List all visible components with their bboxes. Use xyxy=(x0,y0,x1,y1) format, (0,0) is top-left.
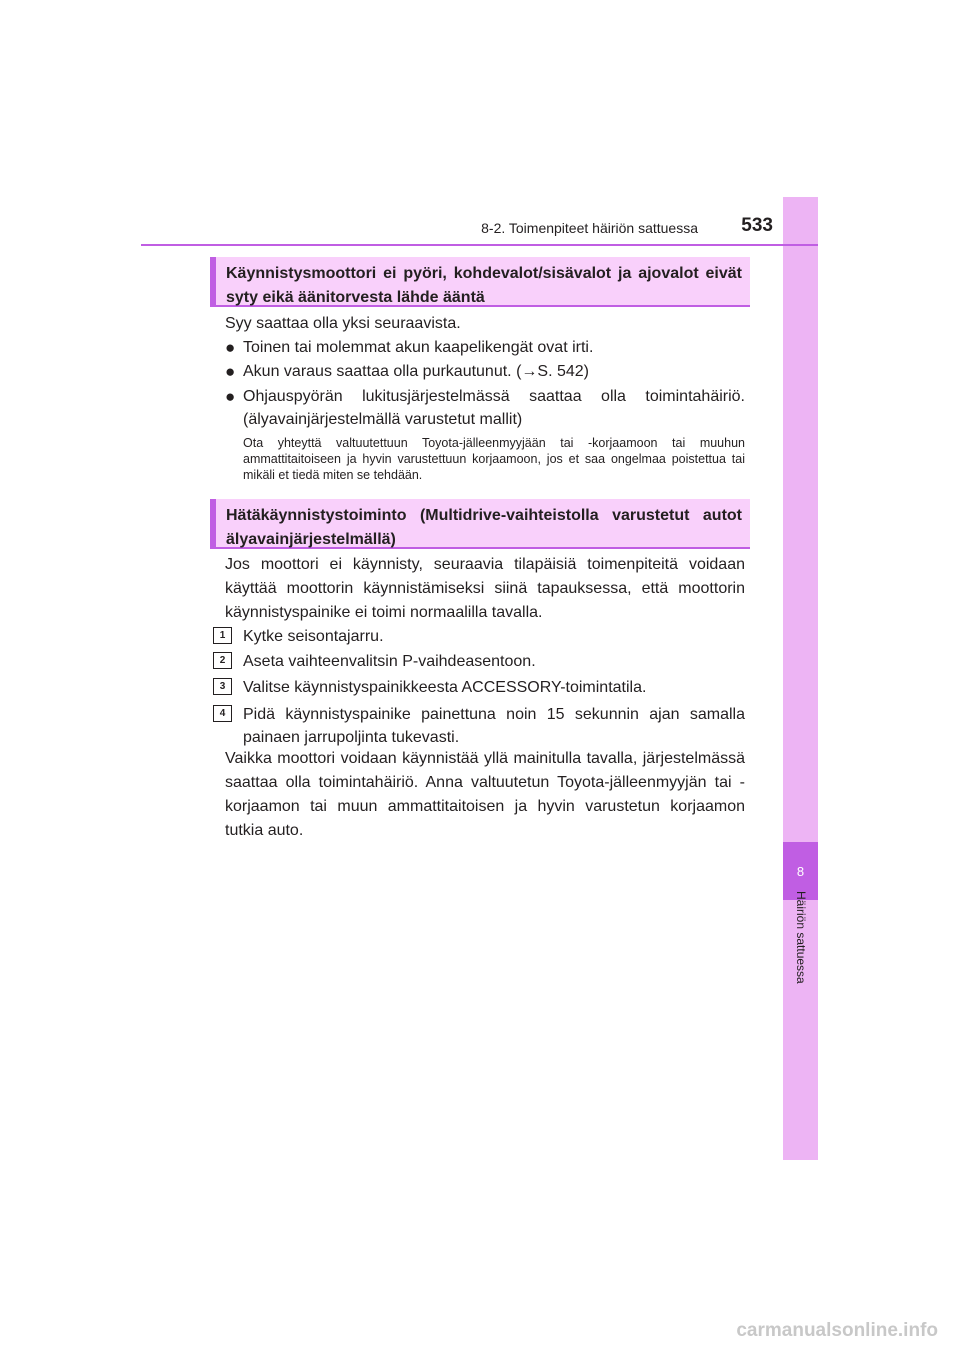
step-text: Kytke seisontajarru. xyxy=(243,628,384,645)
bullet-text: Toinen tai molemmat akun kaapelikengät ovat irti. xyxy=(243,339,594,356)
step-number-badge: 4 xyxy=(213,705,232,722)
step-number-badge: 2 xyxy=(213,652,232,669)
section1-intro: Syy saattaa olla yksi seuraavista. xyxy=(225,315,461,332)
step-item xyxy=(213,650,745,673)
step-item xyxy=(213,703,745,749)
chapter-number-tab: 8 xyxy=(783,842,818,900)
section-heading-emergency-start: Hätäkäynnistystoiminto (Multidrive-vaihteistolla varustetut autot älyavainjärjestelmällä) xyxy=(210,499,750,549)
section2-outro: Vaikka moottori voidaan käynnistää yllä mainitulla tavalla, järjestelmässä saattaa olla toimintahäiriö. Anna valtuutetun Toyota-jälleenmyyjän tai -korjaamon tai muun ammattitaitoisen ja hyvin varustetun korjaamon tutkia auto. xyxy=(225,750,745,839)
list-item xyxy=(225,385,745,431)
bullet-icon: ● xyxy=(225,387,236,406)
step-number-badge: 3 xyxy=(213,678,232,695)
bullet-icon: ● xyxy=(225,362,236,381)
running-header-section: 8-2. Toimenpiteet häiriön sattuessa xyxy=(481,220,698,236)
section-heading-starter-fault: Käynnistysmoottori ei pyöri, kohdevalot/sisävalot ja ajovalot eivät syty eikä äänitorvesta lähde ääntä xyxy=(210,257,750,307)
step-text: Pidä käynnistyspainike painettuna noin 15 sekunnin ajan samalla painaen jarrupoljinta tukevasti. xyxy=(243,706,745,746)
section1-note: Ota yhteyttä valtuutettuun Toyota-jälleenmyyjään tai -korjaamoon tai muuhun ammattitaitoiseen ja hyvin varustettuun korjaamoon, jos et saa ongelmaa poistettua tai mikäli et tiedä miten se tehdään. xyxy=(243,436,745,482)
chapter-title-vertical: Häiriön sattuessa xyxy=(794,890,808,984)
step-text: Valitse käynnistyspainikkeesta ACCESSORY-toimintatila. xyxy=(243,679,647,696)
step-number-badge: 1 xyxy=(213,627,232,644)
list-item xyxy=(225,336,745,359)
side-tab-strip xyxy=(783,197,818,1160)
bullet-text: Ohjauspyörän lukitusjärjestelmässä saattaa olla toimintahäiriö. (älyavainjärjestelmällä varustetut mallit) xyxy=(243,388,745,428)
section2-intro: Jos moottori ei käynnisty, seuraavia tilapäisiä toimenpiteitä voidaan käyttää moottorin käynnistämiseksi siinä tapauksessa, että moottorin käynnistyspainike ei toimi normaalilla tavalla. xyxy=(225,556,745,621)
step-text: Aseta vaihteenvalitsin P-vaihdeasentoon. xyxy=(243,653,536,670)
step-item xyxy=(213,625,745,648)
watermark-text: carmanualsonline.info xyxy=(736,1320,938,1341)
header-rule xyxy=(141,244,818,246)
bullet-text: Akun varaus saattaa olla purkautunut. (→S. 542) xyxy=(243,363,589,380)
step-item xyxy=(213,676,745,699)
page-number: 533 xyxy=(741,215,773,236)
bullet-icon: ● xyxy=(225,338,236,357)
list-item xyxy=(225,360,745,383)
